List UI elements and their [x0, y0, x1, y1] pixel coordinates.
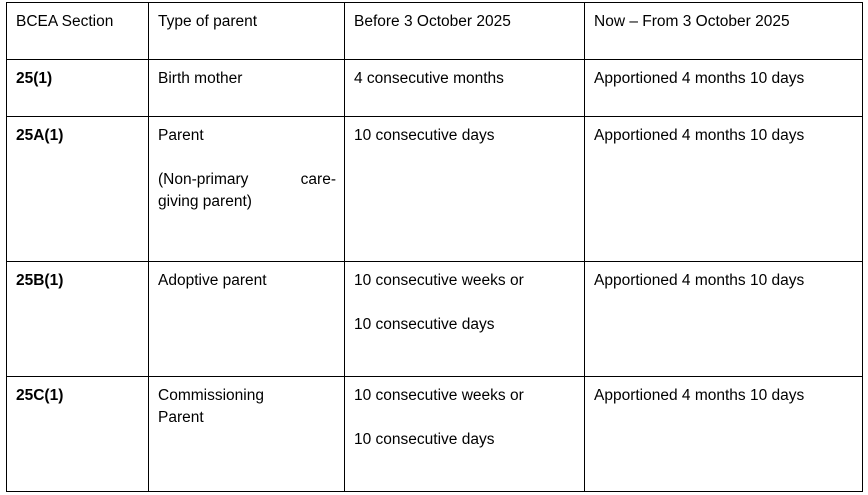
column-header-now-date: Now – From 3 October 2025 — [585, 3, 863, 60]
table-row — [7, 377, 863, 492]
cell-before — [345, 262, 585, 377]
cell-section: 25B(1) — [7, 262, 149, 377]
cell-parent-type-line2: Parent — [158, 409, 204, 426]
column-header-type-of-parent: Type of parent — [149, 3, 345, 60]
cell-parent-type — [149, 377, 345, 492]
table-row — [7, 262, 863, 377]
table-row — [7, 60, 863, 117]
cell-now: Apportioned 4 months 10 days — [585, 117, 863, 262]
cell-parent-type-line2: (Non-primary care- — [158, 171, 336, 188]
table-header — [7, 3, 863, 60]
cell-before-line2: 10 consecutive days — [354, 431, 495, 448]
cell-before-line1: 10 consecutive weeks or — [354, 272, 524, 289]
cell-now: Apportioned 4 months 10 days — [585, 262, 863, 377]
cell-before — [345, 117, 585, 262]
cell-now: Apportioned 4 months 10 days — [585, 60, 863, 117]
cell-before — [345, 377, 585, 492]
column-header-before-date: Before 3 October 2025 — [345, 3, 585, 60]
cell-section: 25A(1) — [7, 117, 149, 262]
cell-parent-type — [149, 262, 345, 377]
cell-before — [345, 60, 585, 117]
cell-parent-type — [149, 60, 345, 117]
cell-before-line2: 10 consecutive days — [354, 316, 495, 333]
bcea-leave-table — [6, 2, 863, 492]
column-header-bcea-section: BCEA Section — [7, 3, 149, 60]
table-body — [7, 60, 863, 492]
cell-parent-type — [149, 117, 345, 262]
cell-before-line1: 4 consecutive months — [354, 70, 504, 87]
cell-parent-type-line1: Adoptive parent — [158, 272, 267, 289]
cell-before-line1: 10 consecutive weeks or — [354, 387, 524, 404]
cell-parent-type-line1: Commissioning — [158, 387, 264, 404]
table-header-row — [7, 3, 863, 60]
cell-parent-type-line1: Parent — [158, 127, 204, 144]
cell-parent-type-line1: Birth mother — [158, 70, 243, 87]
cell-now: Apportioned 4 months 10 days — [585, 377, 863, 492]
cell-section: 25C(1) — [7, 377, 149, 492]
table-row — [7, 117, 863, 262]
cell-parent-type-line3: giving parent) — [158, 193, 252, 210]
cell-before-line1: 10 consecutive days — [354, 127, 495, 144]
cell-section: 25(1) — [7, 60, 149, 117]
